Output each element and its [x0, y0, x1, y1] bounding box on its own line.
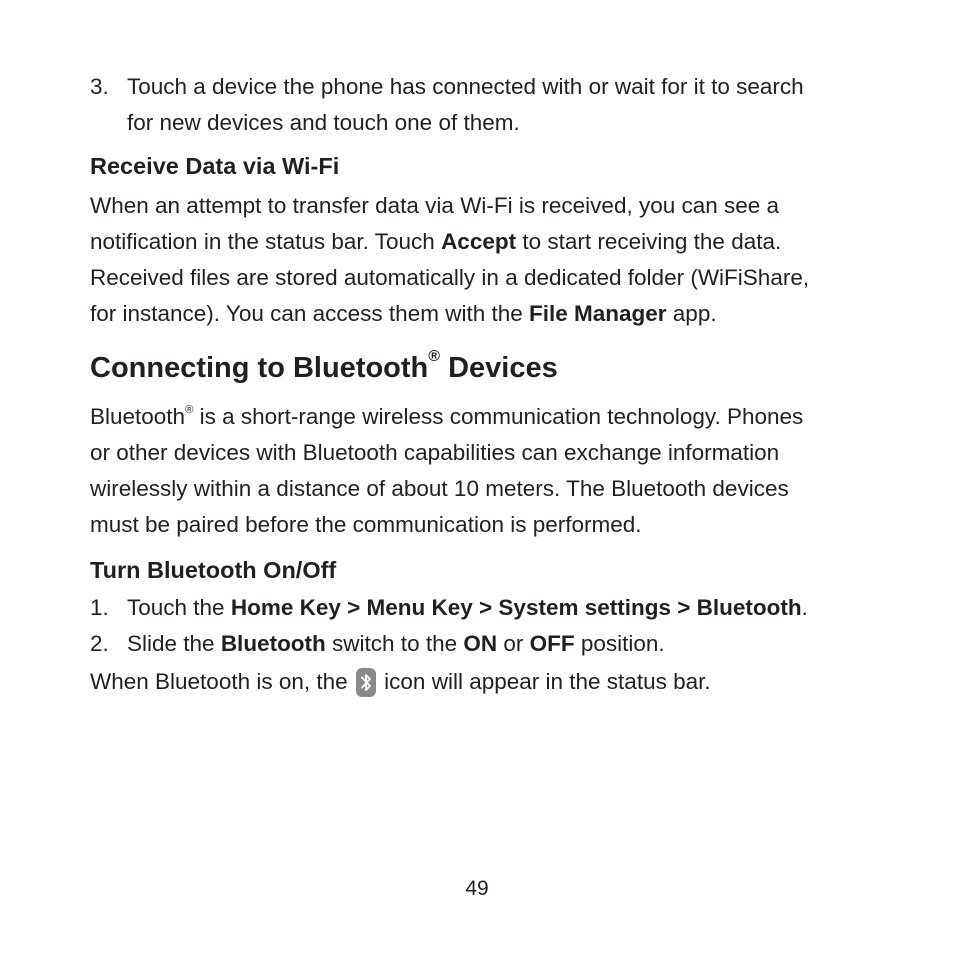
bluetooth-line-1-a: Bluetooth	[90, 404, 186, 429]
step-1-number: 1.	[90, 595, 109, 620]
step-2-a: Slide the	[127, 631, 221, 656]
bluetooth-line-1	[90, 399, 870, 435]
bluetooth-line-1-b: is a short-range wireless communication technology. Phones	[193, 404, 804, 429]
bluetooth-icon	[356, 668, 376, 697]
wifi-line-2-a: notification in the status bar. Touch	[90, 229, 442, 254]
step-2-e: or	[497, 631, 530, 656]
bluetooth-heading-b: Devices	[440, 352, 558, 384]
file-manager-term: File Manager	[529, 301, 667, 326]
bluetooth-note-line	[90, 664, 870, 700]
page-number: 49	[465, 877, 489, 900]
note-b: icon will appear in the status bar.	[377, 669, 711, 694]
step-1-c: .	[801, 595, 808, 620]
wifi-line-4-c: app.	[666, 301, 717, 326]
bluetooth-line-4: must be paired before the communication is performed.	[90, 512, 642, 537]
step-1	[90, 590, 870, 626]
turn-bluetooth-heading: Turn Bluetooth On/Off	[90, 557, 337, 583]
bluetooth-line-3: wirelessly within a distance of about 10 meters. The Bluetooth devices	[90, 476, 789, 501]
bluetooth-heading-a: Connecting to Bluetooth	[90, 352, 429, 384]
step-3-text-1: Touch a device the phone has connected with or wait for it to search	[127, 74, 804, 99]
bluetooth-section-heading	[90, 347, 870, 386]
step-2-g: position.	[574, 631, 665, 656]
registered-mark: ®	[428, 347, 441, 365]
manual-page	[90, 0, 870, 954]
bluetooth-line-2: or other devices with Bluetooth capabilities can exchange information	[90, 440, 780, 465]
turn-bluetooth-steps	[90, 590, 870, 662]
step-3	[90, 69, 870, 141]
step-2-number: 2.	[90, 631, 109, 656]
step-3-line-2	[90, 105, 870, 141]
bluetooth-paragraph	[90, 399, 870, 543]
off-term: OFF	[529, 631, 575, 656]
on-term: ON	[463, 631, 498, 656]
step-2	[90, 626, 870, 662]
wifi-heading: Receive Data via Wi-Fi	[90, 153, 340, 179]
wifi-line-2-c: to start receiving the data.	[516, 229, 782, 254]
accept-term: Accept	[441, 229, 517, 254]
bluetooth-term: Bluetooth	[220, 631, 326, 656]
wifi-line-4	[90, 296, 870, 332]
note-a: When Bluetooth is on, the	[90, 669, 354, 694]
step-3-line-1	[90, 69, 870, 105]
wifi-line-2	[90, 224, 870, 260]
registered-mark-inline: ®	[185, 404, 194, 417]
wifi-line-4-a: for instance). You can access them with the	[90, 301, 529, 326]
wifi-line-3: Received files are stored automatically in a dedicated folder (WiFiShare,	[90, 265, 810, 290]
step-3-number: 3.	[90, 74, 109, 99]
settings-path: Home Key > Menu Key > System settings > Bluetooth	[230, 595, 802, 620]
step-3-text-2: for new devices and touch one of them.	[127, 110, 520, 135]
wifi-paragraph	[90, 188, 870, 332]
step-2-c: switch to the	[325, 631, 464, 656]
wifi-line-1: When an attempt to transfer data via Wi-Fi is received, you can see a	[90, 193, 780, 218]
bluetooth-note	[90, 664, 870, 700]
step-1-a: Touch the	[127, 595, 231, 620]
